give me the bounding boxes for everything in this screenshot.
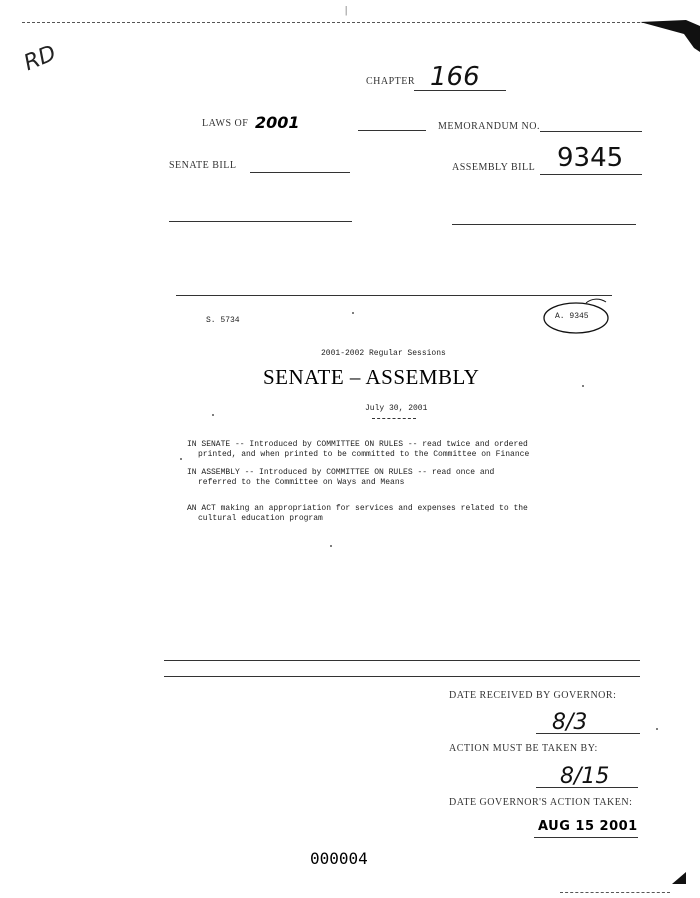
date-received-label: DATE RECEIVED BY GOVERNOR: <box>449 690 617 701</box>
laws-blank-line <box>358 130 426 131</box>
senate-intro-line-1: IN SENATE -- Introduced by COMMITTEE ON RULES -- read twice and ordered <box>187 440 528 449</box>
laws-of-label: LAWS OF <box>202 118 249 129</box>
senate-bill-line <box>250 172 350 173</box>
assembly-intro-line-1: IN ASSEMBLY -- Introduced by COMMITTEE ON RULES -- read once and <box>187 468 495 477</box>
memorandum-line <box>540 131 642 132</box>
date-underline <box>372 418 416 419</box>
scan-speck <box>212 414 214 416</box>
action-deadline-value: 8/15 <box>560 764 610 789</box>
top-rule <box>22 22 650 23</box>
bill-title: SENATE – ASSEMBLY <box>263 365 480 389</box>
scan-speck <box>352 312 354 314</box>
action-deadline-line <box>536 787 638 788</box>
scan-corner-shadow <box>640 18 700 52</box>
action-deadline-label: ACTION MUST BE TAKEN BY: <box>449 743 598 754</box>
chapter-number: 166 <box>430 62 480 92</box>
blank-line-right <box>452 224 636 225</box>
corner-initials: RD <box>20 40 60 77</box>
laws-of-year: 2001 <box>255 113 300 132</box>
scan-speck <box>330 545 332 547</box>
senate-intro-line-2: printed, and when printed to be committed to the Committee on Finance <box>198 450 530 459</box>
action-taken-stamp: AUG 15 2001 <box>538 819 638 834</box>
assembly-bill-label: ASSEMBLY BILL <box>452 162 536 173</box>
act-line-1: AN ACT making an appropriation for services and expenses related to the <box>187 504 528 513</box>
assembly-bill-line <box>540 174 642 175</box>
memorandum-label: MEMORANDUM NO. <box>438 121 541 132</box>
senate-bill-label: SENATE BILL <box>169 160 237 171</box>
action-taken-line <box>534 837 638 838</box>
chapter-label: CHAPTER <box>366 76 416 87</box>
scan-speck <box>656 728 658 730</box>
bottom-scan-edge <box>560 892 670 893</box>
bottom-rule-2 <box>164 676 640 677</box>
page-number: 000004 <box>310 849 368 868</box>
blank-line-left <box>169 221 352 222</box>
act-line-2: cultural education program <box>198 514 323 523</box>
assembly-number: A. 9345 <box>555 312 589 321</box>
scan-corner-mark <box>672 872 686 884</box>
date-received-line <box>536 733 640 734</box>
bill-date: July 30, 2001 <box>365 404 428 413</box>
chapter-line <box>414 90 506 91</box>
scan-speck <box>180 458 182 460</box>
scan-speck <box>582 385 584 387</box>
assembly-intro-line-2: referred to the Committee on Ways and Means <box>198 478 405 487</box>
assembly-bill-number: 9345 <box>557 143 624 173</box>
bottom-rule-1 <box>164 660 640 661</box>
page-mark: | <box>345 4 348 16</box>
session-line: 2001-2002 Regular Sessions <box>321 349 446 358</box>
action-taken-label: DATE GOVERNOR'S ACTION TAKEN: <box>449 797 633 808</box>
senate-number: S. 5734 <box>206 316 240 325</box>
date-received-value: 8/3 <box>552 710 588 735</box>
